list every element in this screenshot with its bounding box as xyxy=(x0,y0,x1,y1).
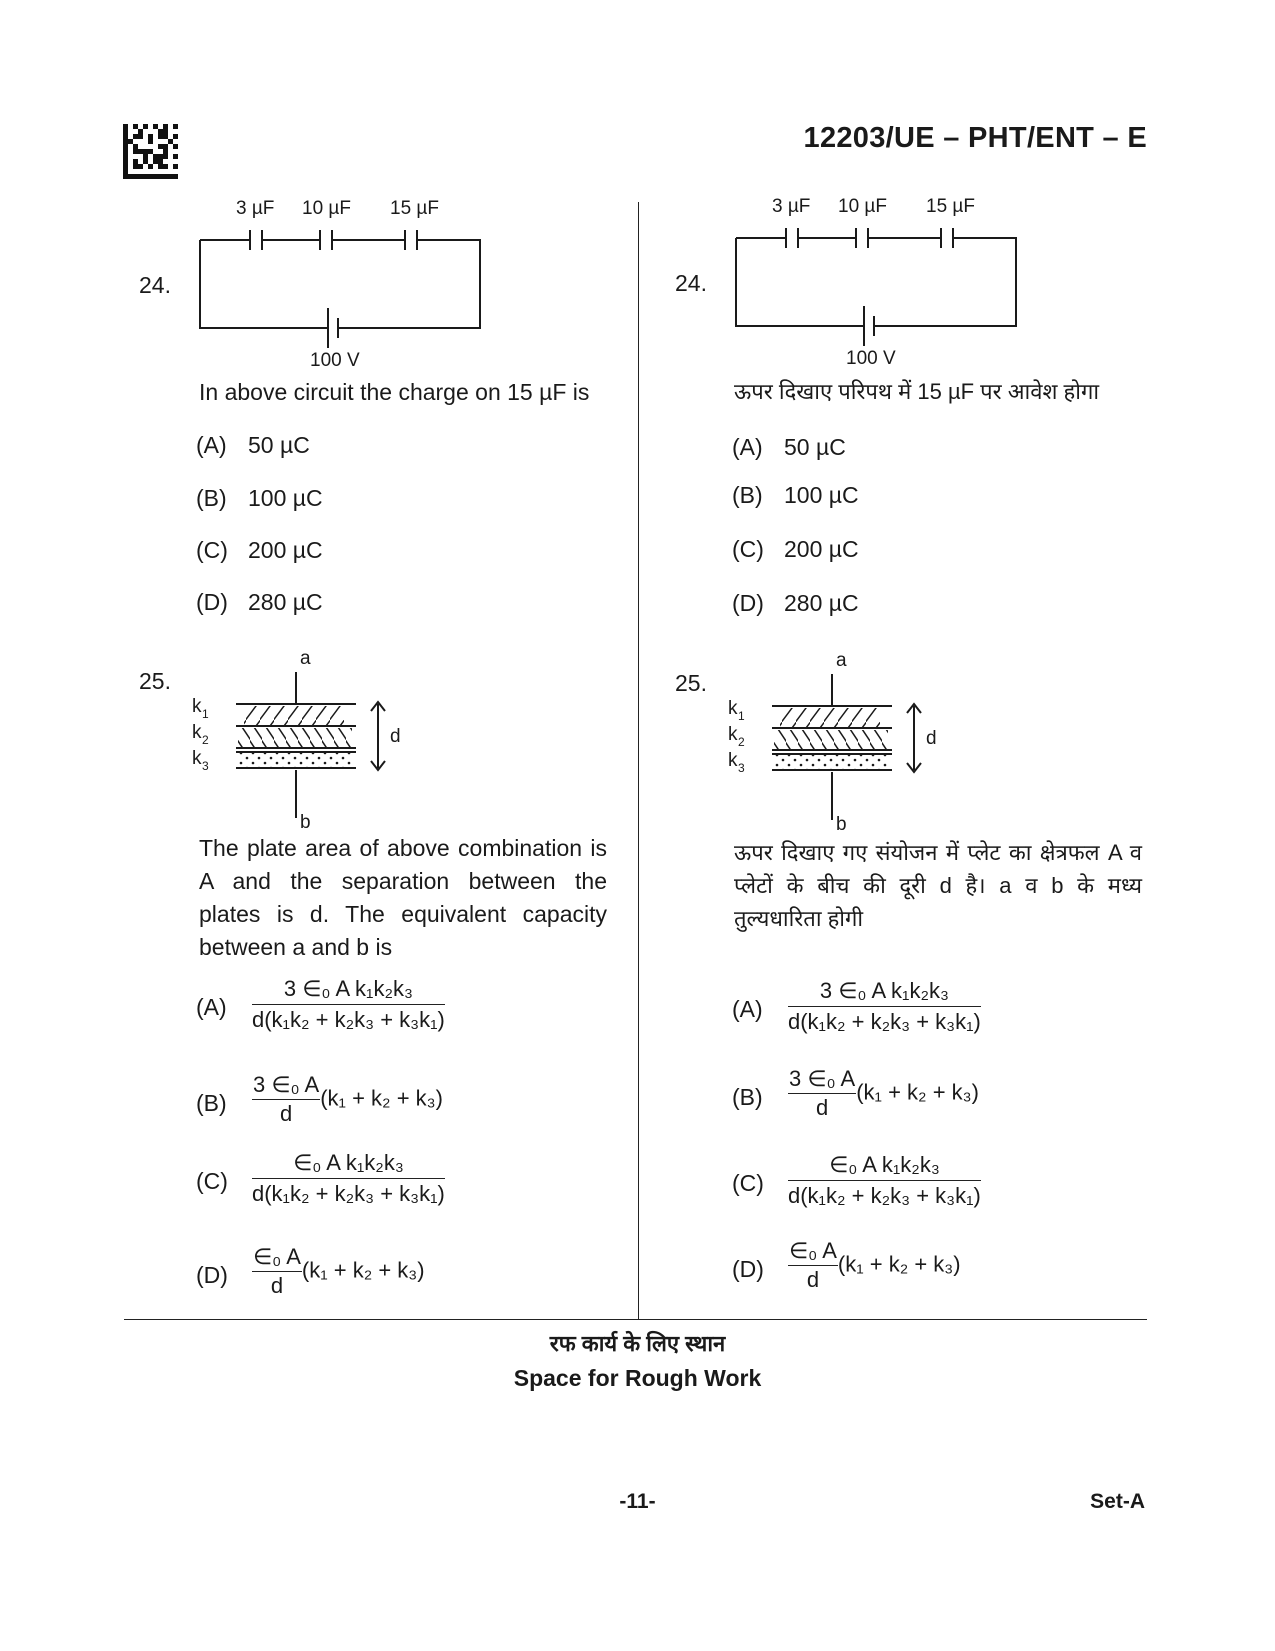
option-d[interactable] xyxy=(196,1244,496,1314)
option-text: 50 µC xyxy=(784,434,846,460)
terminal-a-label: a xyxy=(836,650,847,671)
dielectric-k2-label: k xyxy=(728,724,738,745)
dielectric-k2-label: k xyxy=(192,722,202,743)
formula-fraction xyxy=(252,976,445,1033)
formula-numerator: ∈₀ A k₁k₂k₃ xyxy=(252,1150,445,1179)
option-label: (A) xyxy=(196,994,227,1020)
option-b[interactable] xyxy=(732,1066,1032,1136)
question-stem: ऊपर दिखाए परिपथ में 15 µF पर आवेश होगा xyxy=(734,379,1100,404)
dielectric-k2-subscript: 2 xyxy=(738,735,745,749)
question-stem: ऊपर दिखाए गए संयोजन में प्लेट का क्षेत्रफल A व प्लेटों के बीच की दूरी d है। a व b के मध्य तुल्यधारिता होगी xyxy=(734,840,1142,931)
formula-numerator: ∈₀ A k₁k₂k₃ xyxy=(788,1152,981,1181)
option-a[interactable] xyxy=(196,976,496,1046)
formula-fraction xyxy=(252,1072,320,1127)
option-text: 200 µC xyxy=(248,537,323,563)
option-label: (D) xyxy=(196,1262,228,1288)
option-label: (C) xyxy=(732,1170,764,1196)
separation-label: d xyxy=(926,728,937,749)
question-number: 25. xyxy=(675,670,707,696)
option-b[interactable] xyxy=(732,482,859,509)
option-text: 200 µC xyxy=(784,536,859,562)
capacitor-label-3uf: 3 µF xyxy=(772,196,811,217)
dielectric-stack-diagram xyxy=(726,642,956,832)
option-text: 50 µC xyxy=(248,432,310,458)
option-a[interactable] xyxy=(732,978,1032,1048)
option-text: 280 µC xyxy=(248,589,323,615)
option-d[interactable] xyxy=(732,590,859,617)
option-label: (D) xyxy=(732,590,764,616)
capacitor-label-10uf: 10 µF xyxy=(302,198,351,219)
set-label: Set-A xyxy=(1090,1490,1145,1513)
question-stem: In above circuit the charge on 15 µF is xyxy=(199,379,590,405)
option-c[interactable] xyxy=(732,536,859,563)
dielectric-k3-subscript: 3 xyxy=(202,759,209,773)
formula-denominator: d xyxy=(806,1267,820,1292)
series-capacitor-circuit xyxy=(726,194,1026,370)
option-label: (B) xyxy=(732,482,763,508)
formula-denominator: d xyxy=(270,1273,284,1298)
question-number: 24. xyxy=(675,270,707,296)
dielectric-k1-label: k xyxy=(728,698,738,719)
option-text: 100 µC xyxy=(248,485,323,511)
dielectric-k3-label: k xyxy=(728,750,738,771)
formula-fraction xyxy=(788,1238,838,1293)
option-a[interactable] xyxy=(196,432,310,459)
question-number: 24. xyxy=(139,272,171,298)
option-b[interactable] xyxy=(196,1072,496,1142)
formula-numerator: 3 ∈₀ A xyxy=(252,1072,320,1100)
question-stem: The plate area of above combination is A and the separation between the plates is d. The equivalent capacity between a and b is xyxy=(199,835,607,960)
formula-tail: (k₁ + k₂ + k₃) xyxy=(301,1257,425,1283)
separation-label: d xyxy=(390,726,401,747)
option-d[interactable] xyxy=(196,589,323,616)
formula-denominator: d(k₁k₂ + k₂k₃ + k₃k₁) xyxy=(788,1009,981,1034)
formula-inline xyxy=(252,1244,425,1299)
capacitor-label-10uf: 10 µF xyxy=(838,196,887,217)
formula-denominator: d xyxy=(815,1095,829,1120)
option-label: (B) xyxy=(732,1084,763,1110)
formula-numerator: 3 ∈₀ A xyxy=(788,1066,856,1094)
question-number: 25. xyxy=(139,668,171,694)
terminal-b-label: b xyxy=(836,814,847,832)
option-label: (A) xyxy=(196,432,227,458)
dielectric-k3-label: k xyxy=(192,748,202,769)
terminal-b-label: b xyxy=(300,812,311,830)
option-label: (B) xyxy=(196,1090,227,1116)
formula-fraction xyxy=(788,1152,981,1209)
formula-denominator: d xyxy=(279,1101,293,1126)
series-capacitor-circuit xyxy=(190,196,490,372)
formula-inline xyxy=(788,1238,961,1293)
dielectric-k1-subscript: 1 xyxy=(738,709,745,723)
option-text: 100 µC xyxy=(784,482,859,508)
dielectric-k1-subscript: 1 xyxy=(202,707,209,721)
formula-tail: (k₁ + k₂ + k₃) xyxy=(320,1085,443,1111)
hindi-column xyxy=(536,0,1176,1320)
option-label: (A) xyxy=(732,996,763,1022)
formula-numerator: 3 ∈₀ A k₁k₂k₃ xyxy=(788,978,981,1007)
option-label: (D) xyxy=(196,589,228,615)
rough-work-heading: Space for Rough Work xyxy=(513,1365,762,1391)
option-text: 280 µC xyxy=(784,590,859,616)
formula-numerator: 3 ∈₀ A k₁k₂k₃ xyxy=(252,976,445,1005)
option-c[interactable] xyxy=(196,1150,496,1220)
dielectric-k3-subscript: 3 xyxy=(738,761,745,775)
option-c[interactable] xyxy=(196,537,323,564)
option-label: (C) xyxy=(196,1168,228,1194)
terminal-a-label: a xyxy=(300,648,311,669)
formula-tail: (k₁ + k₂ + k₃) xyxy=(856,1079,979,1105)
option-d[interactable] xyxy=(732,1238,1032,1308)
formula-fraction xyxy=(788,978,981,1035)
page-number: -11- xyxy=(619,1490,656,1513)
option-label: (B) xyxy=(196,485,227,511)
option-a[interactable] xyxy=(732,434,846,461)
formula-numerator: ∈₀ A xyxy=(252,1244,302,1272)
battery-label: 100 V xyxy=(846,348,896,369)
dielectric-stack-diagram xyxy=(190,640,420,830)
formula-fraction xyxy=(252,1244,302,1299)
formula-numerator: ∈₀ A xyxy=(788,1238,838,1266)
formula-fraction xyxy=(252,1150,445,1207)
formula-denominator: d(k₁k₂ + k₂k₃ + k₃k₁) xyxy=(252,1007,445,1032)
formula-denominator: d(k₁k₂ + k₂k₃ + k₃k₁) xyxy=(788,1183,981,1208)
formula-fraction xyxy=(788,1066,856,1121)
battery-label: 100 V xyxy=(310,350,360,371)
formula-denominator: d(k₁k₂ + k₂k₃ + k₃k₁) xyxy=(252,1181,445,1206)
option-label: (A) xyxy=(732,434,763,460)
option-label: (D) xyxy=(732,1256,764,1282)
dielectric-k2-subscript: 2 xyxy=(202,733,209,747)
option-label: (C) xyxy=(196,537,228,563)
dielectric-k1-label: k xyxy=(192,696,202,717)
capacitor-label-15uf: 15 µF xyxy=(926,196,975,217)
option-b[interactable] xyxy=(196,485,323,512)
capacitor-label-3uf: 3 µF xyxy=(236,198,275,219)
option-c[interactable] xyxy=(732,1152,1032,1222)
formula-tail: (k₁ + k₂ + k₃) xyxy=(837,1251,961,1277)
formula-inline xyxy=(252,1072,443,1127)
rough-work-heading-hindi: रफ कार्य के लिए स्थान xyxy=(549,1331,726,1356)
capacitor-label-15uf: 15 µF xyxy=(390,198,439,219)
formula-inline xyxy=(788,1066,979,1121)
option-label: (C) xyxy=(732,536,764,562)
paper-code: 12203/UE – PHT/ENT – E xyxy=(803,122,1147,154)
